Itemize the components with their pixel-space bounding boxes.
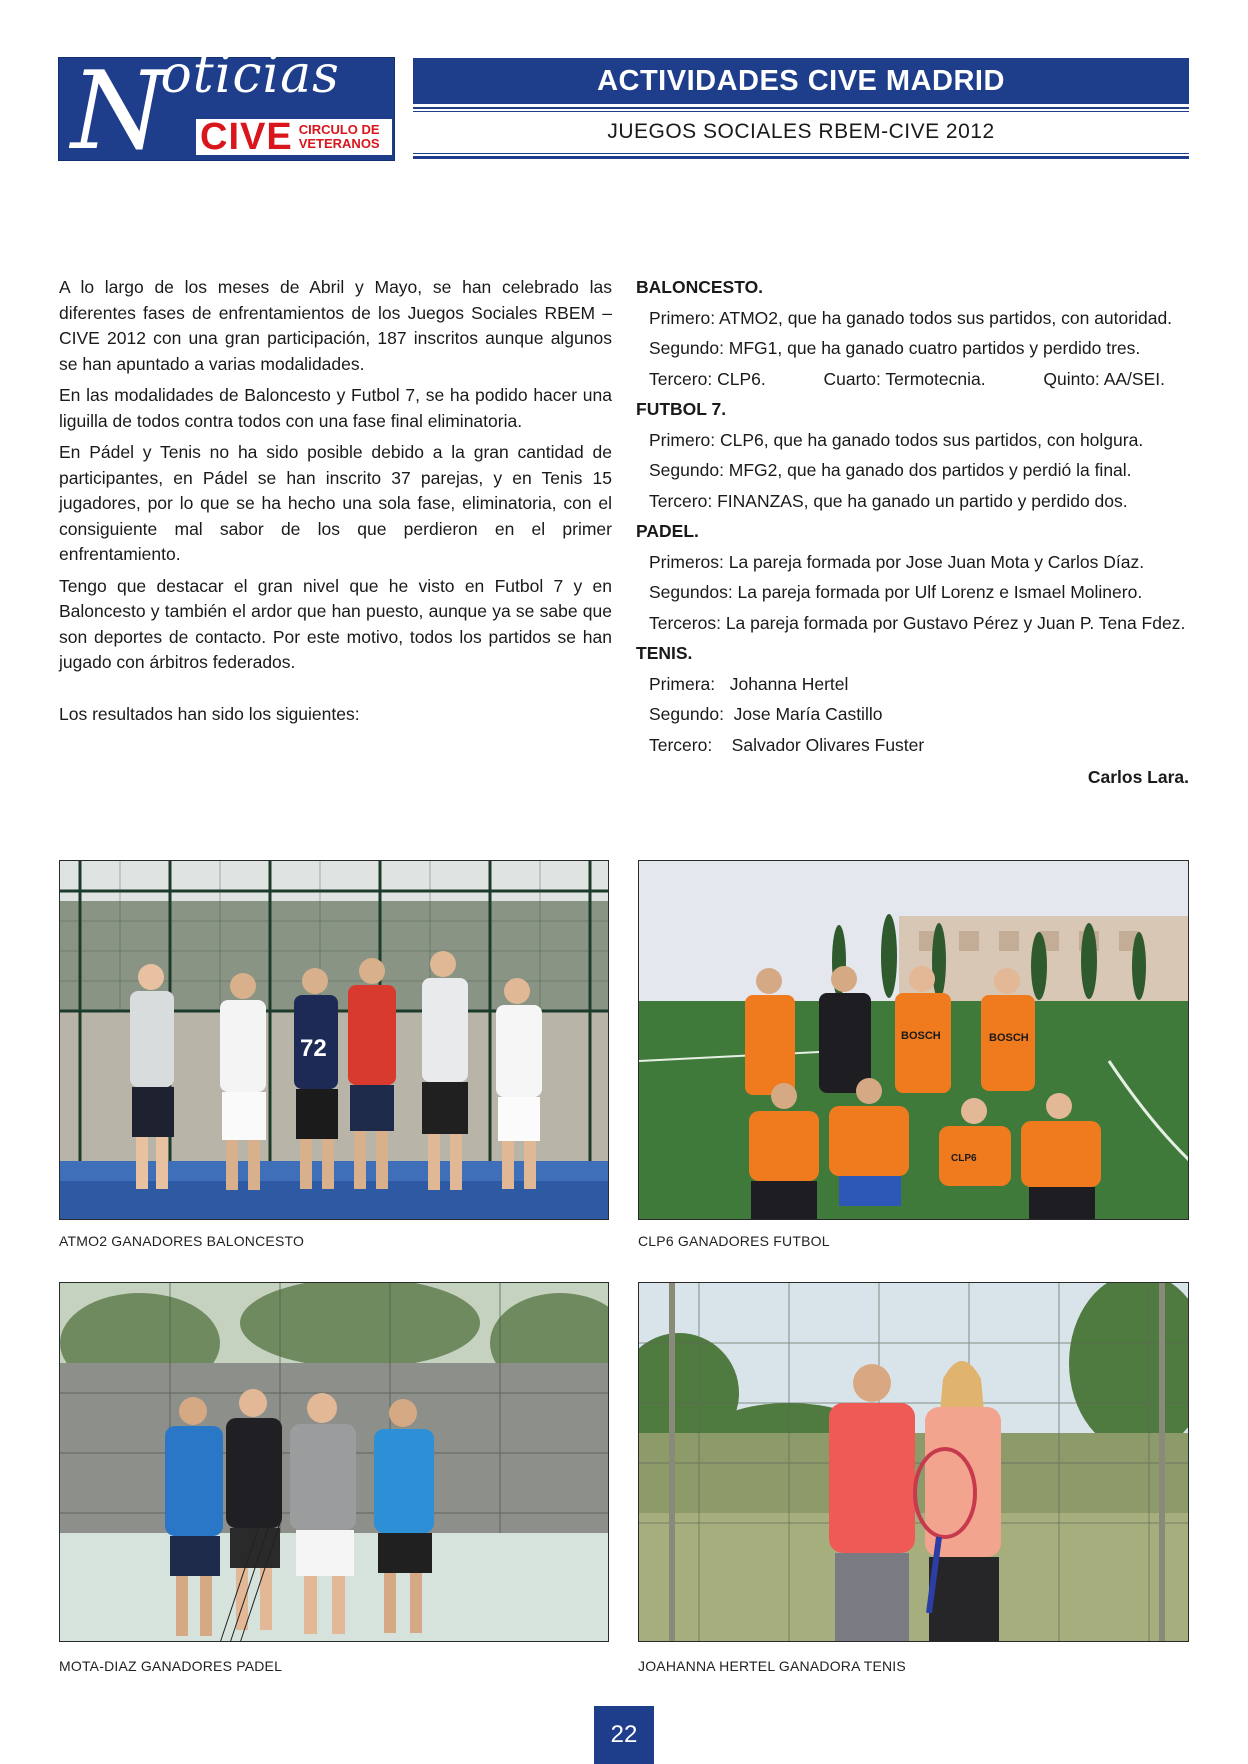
result-line: Primero: CLP6, que ha ganado todos sus partidos, con holgura. [649,429,1144,450]
article-author: Carlos Lara. [1087,767,1189,787]
title-rule-top [413,107,1189,109]
page-number: 22 [594,1706,654,1764]
photo-caption-baloncesto: ATMO2 GANADORES BALONCESTO [59,1233,305,1249]
result-line: Segundo: Jose María Castillo [649,704,883,724]
photo-futbol-winners [638,860,1189,1220]
result-line: Tercero: Salvador Olivares Fuster [649,734,925,755]
photo-padel-winners [59,1282,609,1642]
results-tenis-title: TENIS. [636,643,693,663]
jersey-number: 72 [300,1035,327,1062]
result-fourth: Cuarto: Termotecnia. [823,368,986,389]
photo-tenis-winner [638,1282,1189,1642]
result-line: Terceros: La pareja formada por Gustavo Pérez y Juan P. Tena Fdez. [649,612,1186,633]
article-paragraph: A lo largo de los meses de Abril y Mayo, se han celebrado las diferentes fases de enfrentamientos de los Juegos Sociales RBEM – CIVE 2012 con una gran participación, 187 inscritos aunque algunos se han apuntado a varias modalidades. [59,277,612,374]
team-photo-illustration [639,861,1189,1220]
result-line: Primera: Johanna Hertel [649,673,849,694]
logo-subtitle [299,123,380,151]
article-paragraph: En Pádel y Tenis no ha sido posible debido a la gran cantidad de participantes, en Pádel se han inscrito 37 parejas, y en Tenis 15 jugadores, por lo que se ha hecho una sola fase, eliminatoria, con el consiguiente mal sabor de los que perdieron en el primer enfrentamiento. [59,442,612,564]
logo-strip [196,116,392,158]
logo-initial: N [71,49,167,174]
results-futbol-title: FUTBOL 7. [636,399,727,419]
subtitle-rule-thin [413,153,1189,154]
team-photo-illustration [639,1283,1189,1642]
article-body [59,275,612,733]
logo-sub-line1: CIRCULO DE [298,122,380,137]
section-title: ACTIVIDADES CIVE MADRID [597,65,1005,97]
logo-sub-line2: VETERANOS [298,136,380,151]
result-line: Segundos: La pareja formada por Ulf Lorenz e Ismael Molinero. [649,582,1143,602]
result-line-multi [636,367,1189,393]
shirt-brand: BOSCH [989,1032,1029,1044]
results-intro: Los resultados han sido los siguientes: [59,703,360,724]
photo-baloncesto-winners [59,860,609,1220]
result-third: Tercero: CLP6. [649,368,766,389]
results-list [636,275,1189,791]
result-line: Tercero: FINANZAS, que ha ganado un partido y perdido dos. [649,490,1128,511]
photo-caption-tenis: JOAHANNA HERTEL GANADORA TENIS [638,1658,906,1674]
shirt-team: CLP6 [951,1153,977,1164]
result-line: Primeros: La pareja formada por Jose Juan Mota y Carlos Díaz. [649,551,1145,572]
page-subtitle: JUEGOS SOCIALES RBEM-CIVE 2012 [607,120,995,143]
title-rule-top-thin [413,111,1189,112]
photo-caption-padel: MOTA-DIAZ GANADORES PADEL [59,1658,283,1674]
cive-logo [58,45,395,174]
subtitle-rule [413,156,1189,159]
article-paragraph: Tengo que destacar el gran nivel que he visto en Futbol 7 y en Baloncesto y también el ardor que han puesto, aunque ya se sabe que son deportes de contacto. Por este motivo, todos los partidos se han jugado con árbitros federados. [59,575,612,672]
result-line: Segundo: MFG1, que ha ganado cuatro partidos y perdido tres. [649,338,1141,358]
logo-brand: CIVE [200,116,293,158]
result-fifth: Quinto: AA/SEI. [1043,368,1165,389]
results-padel-title: PADEL. [636,521,699,541]
team-photo-illustration [60,861,609,1220]
article-paragraph: En las modalidades de Baloncesto y Futbol 7, se ha podido hacer una liguilla de todos contra todos con una fase final eliminatoria. [59,385,612,431]
shirt-brand: BOSCH [901,1030,941,1042]
result-line: Segundo: MFG2, que ha ganado dos partidos y perdió la final. [649,460,1132,480]
results-baloncesto-title: BALONCESTO. [636,277,764,297]
photo-caption-futbol: CLP6 GANADORES FUTBOL [638,1233,830,1249]
logo-word-rest: oticias [160,45,340,105]
section-title-bar [413,58,1189,104]
result-line: Primero: ATMO2, que ha ganado todos sus partidos, con autoridad. [649,307,1173,328]
team-photo-illustration [60,1283,609,1642]
